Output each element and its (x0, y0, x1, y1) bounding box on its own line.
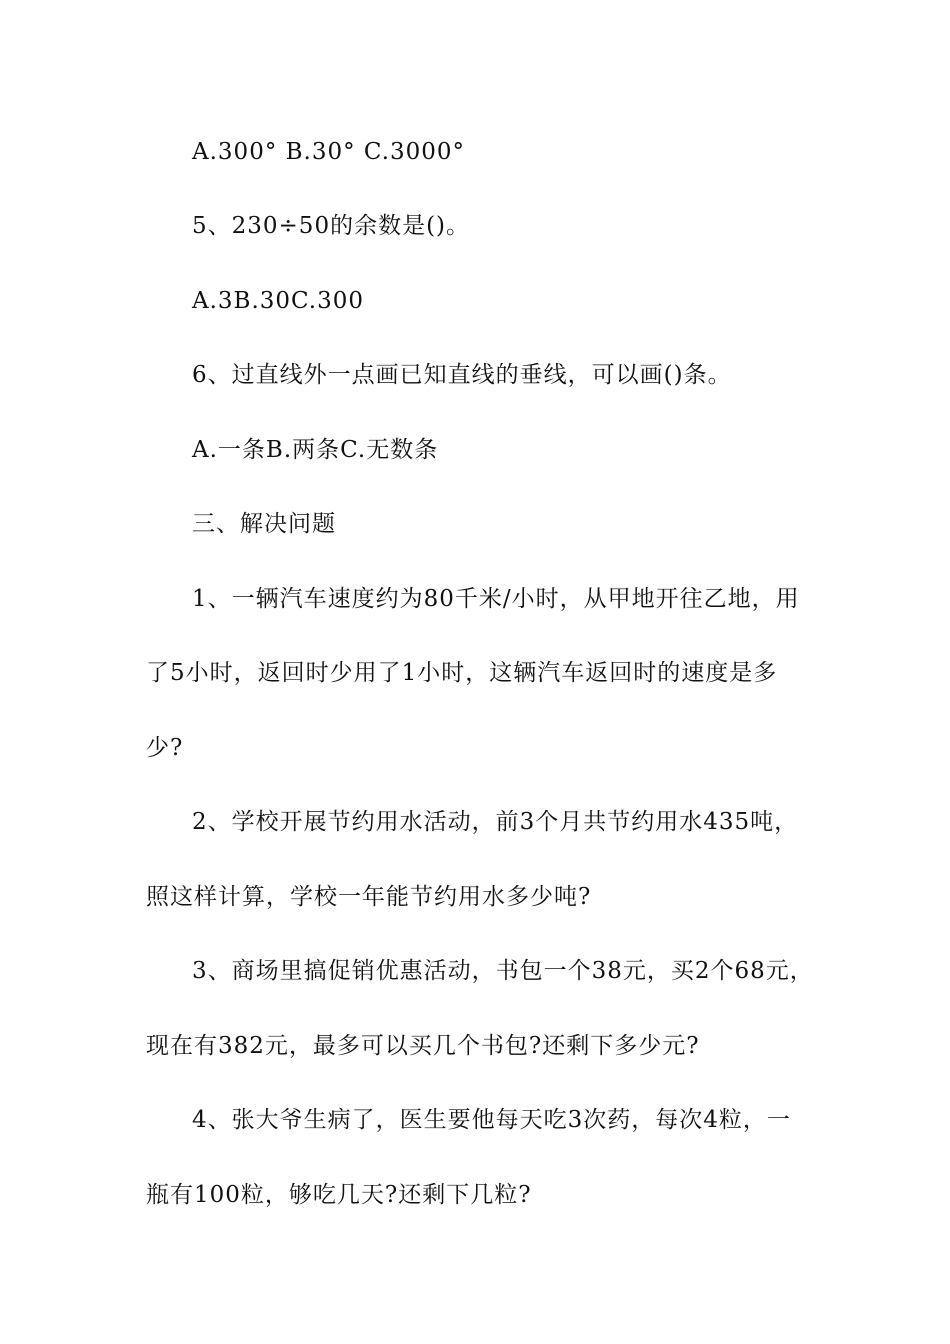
problem-1-line-3: 少? (146, 735, 184, 761)
problem-4-line-1: 4、张大爷生病了，医生要他每天吃3次药，每次4粒，一 (192, 1107, 791, 1133)
problem-2-line-2: 照这样计算，学校一年能节约用水多少吨? (146, 884, 592, 910)
option-line-q4: A.300° B.30° C.3000° (192, 139, 466, 165)
problem-2-line-1: 2、学校开展节约用水活动，前3个月共节约用水435吨， (192, 809, 799, 835)
problem-1-line-1: 1、一辆汽车速度约为80千米/小时，从甲地开往乙地，用 (192, 586, 800, 612)
question-5: 5、230÷50的余数是()。 (192, 213, 471, 239)
problem-1-line-2: 了5小时，返回时少用了1小时，这辆汽车返回时的速度是多 (146, 660, 778, 686)
option-line-q6: A.一条B.两条C.无数条 (192, 437, 439, 463)
question-6: 6、过直线外一点画已知直线的垂线，可以画()条。 (192, 362, 732, 388)
problem-3-line-2: 现在有382元，最多可以买几个书包?还剩下多少元? (146, 1033, 700, 1059)
option-line-q5: A.3B.30C.300 (192, 288, 365, 314)
problem-4-line-2: 瓶有100粒，够吃几天?还剩下几粒? (146, 1182, 532, 1208)
section-heading: 三、解决问题 (192, 511, 336, 537)
problem-3-line-1: 3、商场里搞促销优惠活动，书包一个38元，买2个68元， (192, 958, 814, 984)
